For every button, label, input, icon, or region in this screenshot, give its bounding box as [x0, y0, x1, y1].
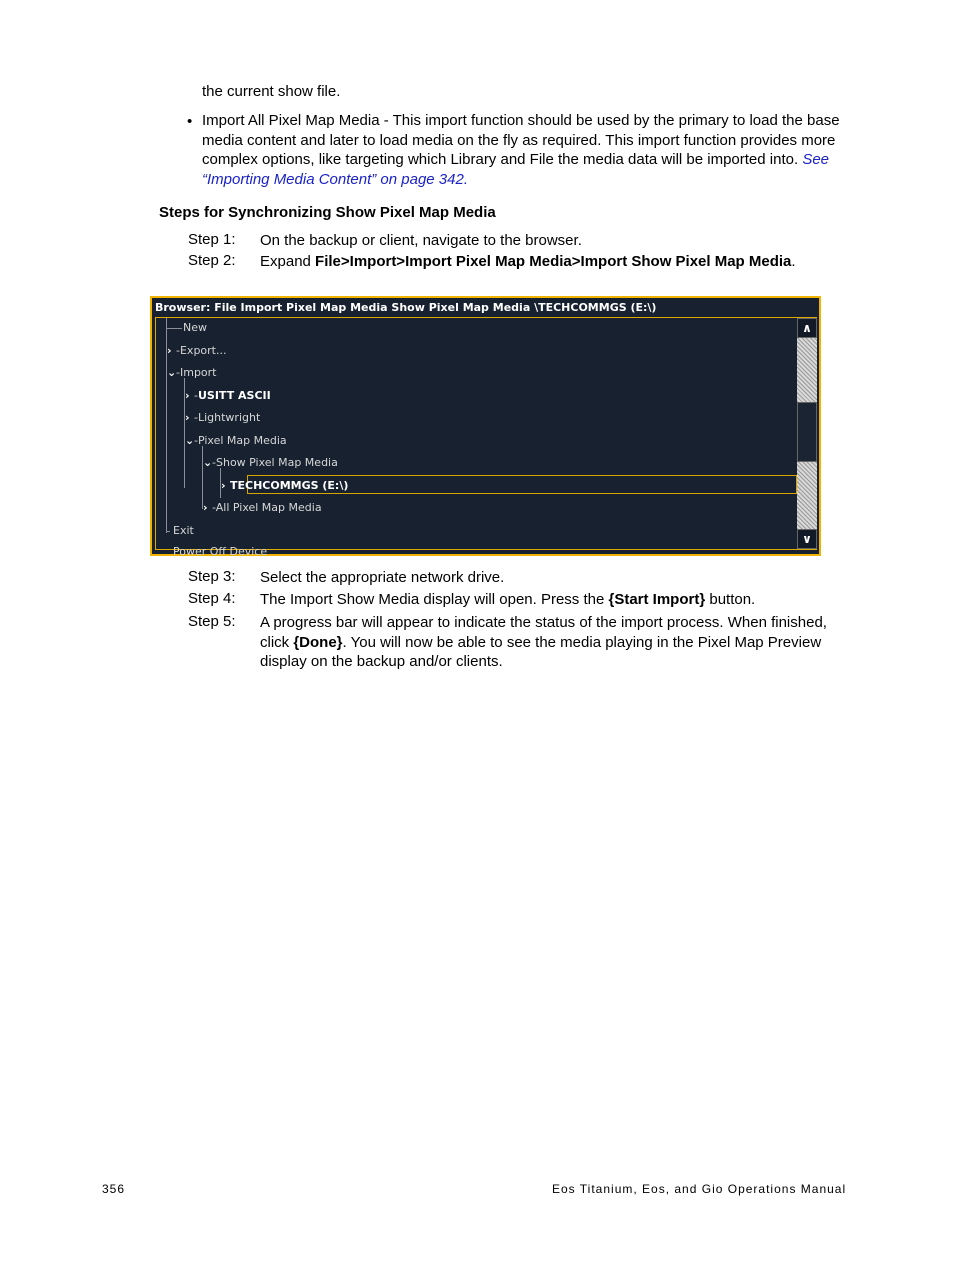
chevron-right-icon: › [221, 479, 226, 492]
step-2-label: Step 2: [188, 252, 236, 269]
tree-line [166, 328, 182, 329]
tree-item-usitt-ascii[interactable]: › -USITT ASCII [185, 389, 271, 402]
tree-item-export[interactable]: › -Export... [167, 344, 227, 357]
step-3-label: Step 3: [188, 568, 236, 585]
step-1-text: On the backup or client, navigate to the browser. [260, 232, 582, 249]
tree-item-lightwright[interactable]: › -Lightwright [185, 411, 261, 424]
step-1-label: Step 1: [188, 231, 236, 248]
step-4-label: Step 4: [188, 590, 236, 607]
tree-item-new[interactable] [183, 321, 207, 334]
chevron-down-icon: ⌄ [167, 366, 177, 379]
cross-reference-link[interactable]: See “Importing Media Content” on page 342. [202, 151, 830, 188]
step-4-text [260, 590, 855, 610]
browser-title: Browser: File Import Pixel Map Media Show Pixel Map Media \TECHCOMMGS (E:\) [155, 301, 657, 314]
bullet-paragraph [202, 111, 852, 189]
step-5-text [260, 613, 855, 672]
tree-item-pixel-map-media[interactable]: ⌄-Pixel Map Media [185, 434, 287, 447]
bullet-symbol: • [187, 113, 193, 130]
tree-item-label: Import [179, 366, 217, 379]
tree-item-label: Power Off Device [173, 545, 268, 558]
step-4-pre: The Import Show Media display will open. Press the [260, 591, 609, 608]
tree-item-label: Pixel Map Media [197, 434, 287, 447]
tree-item-power-off-device[interactable] [173, 545, 267, 558]
scroll-down-button[interactable]: ∨ [797, 529, 817, 549]
tree-item-label: TECHCOMMGS (E:\) [230, 479, 349, 492]
chevron-down-icon: ⌄ [203, 456, 213, 469]
step-5-label: Step 5: [188, 613, 236, 630]
tree-item-label: All Pixel Map Media [215, 501, 322, 514]
start-import-button-ref: {Start Import} [608, 591, 706, 608]
step-2-text [260, 252, 855, 272]
tree-line [166, 531, 170, 532]
tree-item-label: Exit [173, 524, 194, 537]
step-2-post: . [791, 253, 796, 270]
page-number: 356 [102, 1182, 126, 1196]
bullet-text: Import All Pixel Map Media - This import function should be used by the primary to load the base media content and later to load media on the fly as required. This import function provides more complex options, like targeting which Library and File the media data will be imported into. [202, 112, 840, 168]
tree-item-label: Show Pixel Map Media [215, 456, 338, 469]
browser-tree-panel [155, 317, 817, 558]
chevron-right-icon: › [167, 344, 172, 357]
step-5-post: . You will now be able to see the media playing in the Pixel Map Preview display on the backup and/or clients. [260, 633, 822, 670]
step-2-path: File>Import>Import Pixel Map Media>Import Show Pixel Map Media [315, 253, 792, 270]
chevron-right-icon: › [185, 411, 190, 424]
tree-item-label: Export... [179, 344, 227, 357]
scrollbar[interactable] [797, 318, 817, 549]
intro-line: the current show file. [202, 83, 341, 100]
tree-item-import[interactable]: ⌄-Import [167, 366, 217, 379]
tree-item-show-pixel-map-media[interactable]: ⌄-Show Pixel Map Media [203, 456, 338, 469]
chevron-right-icon: › [203, 501, 208, 514]
tree-item-label: Lightwright [197, 411, 261, 424]
step-4-post: button. [705, 591, 756, 608]
step-3-text: Select the appropriate network drive. [260, 569, 505, 586]
manual-title: Eos Titanium, Eos, and Gio Operations Manual [552, 1182, 847, 1196]
tree-item-label: USITT ASCII [197, 389, 271, 402]
browser-screenshot [150, 296, 821, 556]
step-5-pre: A progress bar will appear to indicate the status of the import process. When finished, click [260, 614, 827, 651]
tree-item-all-pixel-map-media[interactable]: › -All Pixel Map Media [203, 501, 322, 514]
tree-item-exit[interactable] [173, 524, 194, 537]
tree-item-label: New [183, 321, 207, 334]
tree-item-techcommgs[interactable] [221, 479, 348, 492]
scroll-up-button[interactable]: ∧ [797, 318, 817, 338]
chevron-right-icon: › [185, 389, 190, 402]
chevron-down-icon: ⌄ [185, 434, 195, 447]
scroll-thumb[interactable] [797, 402, 817, 462]
step-2-pre: Expand [260, 253, 316, 270]
section-heading: Steps for Synchronizing Show Pixel Map Media [159, 204, 496, 221]
done-button-ref: {Done} [293, 633, 343, 651]
